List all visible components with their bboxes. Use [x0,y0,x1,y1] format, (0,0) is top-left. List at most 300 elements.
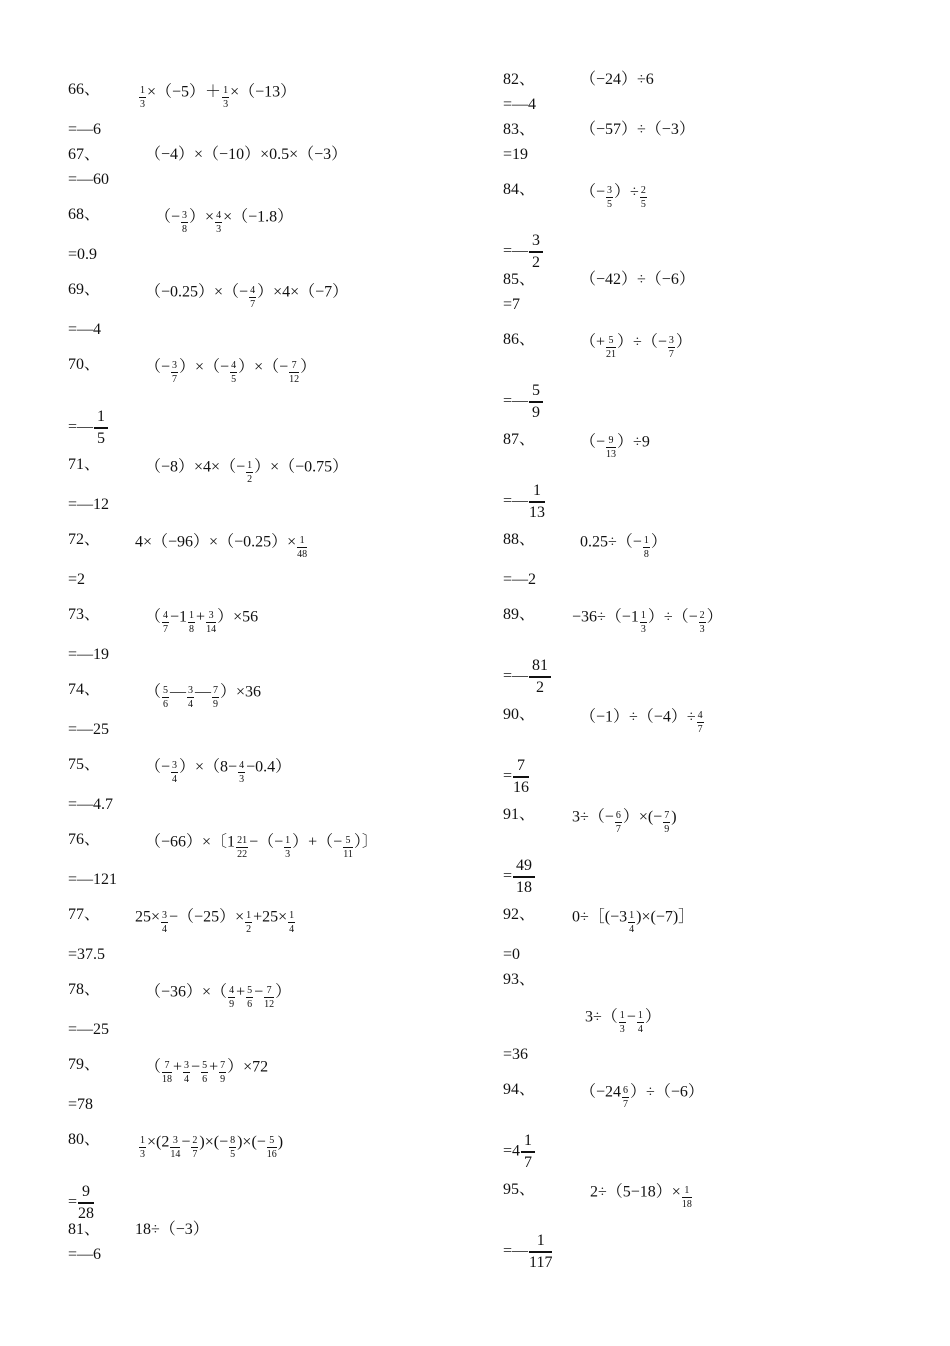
expr-text: )×(−7)］ [636,908,695,926]
fraction-numerator: 1 [529,1233,552,1253]
fraction-denominator: 11 [343,849,353,860]
fraction [206,611,216,635]
expr-text: （− [145,358,171,376]
problem-answer [68,946,105,964]
fraction-denominator: 7 [615,824,621,835]
fraction-numerator: 7 [664,810,670,821]
fraction-denominator: 3 [223,99,229,110]
problem-number: 89、 [503,606,536,623]
fraction-numerator: 3 [172,360,178,371]
fraction [162,686,169,710]
problem-answer [503,1133,536,1171]
fraction-numerator: 1 [637,1010,643,1021]
expr-text: −（−25）× [169,908,245,926]
expr-text: − [254,983,264,1001]
fraction-denominator: 16 [513,779,530,796]
fraction-numerator: 4 [239,760,245,771]
expr-text: ×（−5）＋ [147,83,222,101]
fraction-numerator: 3 [668,335,674,346]
problem-answer [503,383,544,421]
fraction-denominator: 28 [78,1205,95,1222]
fraction [513,858,535,896]
expr-text: ）×（8− [179,758,238,776]
problem-number: 76、 [68,831,101,848]
expr-text: ) [671,808,677,826]
problem-expression [135,531,308,560]
fraction-denominator: 5 [97,430,106,447]
fraction [188,611,195,635]
fraction-denominator: 18 [516,879,533,896]
fraction-numerator: 3 [188,685,194,696]
expr-text: − [181,1133,191,1151]
problem-expression [572,606,723,635]
fraction-numerator: 1 [94,409,108,429]
fraction [663,811,670,835]
fraction-denominator: 5 [640,199,646,210]
fraction-numerator: 3 [206,611,216,623]
problem-expression [580,531,667,560]
fraction-denominator: 4 [637,1024,643,1035]
expr-text: =2 [68,571,86,588]
expr-text: 18÷（−3） [135,1221,209,1238]
problem-expression [155,206,294,235]
expr-text: )×(− [237,1133,266,1151]
expr-text: 3÷（ [585,1008,618,1026]
problem-number: 77、 [68,906,101,923]
expr-text: ） [300,358,317,376]
fraction-denominator: 7 [524,1154,533,1171]
problem-number: 70、 [68,356,101,373]
expr-text: ）÷（− [617,333,667,351]
fraction-denominator: 8 [182,224,188,235]
problem-answer [68,496,109,514]
problem-expression [145,756,292,785]
fraction-denominator: 6 [202,1074,208,1085]
fraction-numerator: 7 [264,986,274,998]
fraction-numerator: 1 [189,610,195,621]
fraction-denominator: 4 [629,924,635,935]
problem-expression [135,1221,209,1239]
problem-number: 74、 [68,681,101,698]
expr-text: ) [277,1133,284,1151]
problem-number: 91、 [503,806,536,823]
expr-text: — [170,683,187,701]
fraction-denominator: 2 [536,679,545,696]
fraction [699,611,706,635]
fraction-numerator: 2 [699,610,705,621]
problem-number: 84、 [503,181,536,198]
fraction-numerator: 2 [192,1135,198,1146]
problem-answer [503,858,536,896]
expr-text: + [196,608,206,626]
fraction-denominator: 4 [162,924,168,935]
problem-answer [503,146,528,164]
fraction-numerator: 1 [529,483,545,503]
fraction-denominator: 5 [230,1149,236,1160]
fraction-denominator: 117 [529,1254,553,1271]
fraction [606,436,616,460]
fraction-numerator: 81 [529,658,551,678]
fraction-denominator: 7 [668,349,674,360]
fraction-numerator: 5 [247,985,253,996]
problem-answer [68,1184,95,1222]
fraction-denominator: 4 [184,1074,190,1085]
expr-text: =—6 [68,121,102,138]
fraction [521,1133,535,1171]
fraction-denominator: 13 [529,504,546,521]
problem-expression [580,121,695,139]
fraction-numerator: 1 [285,835,291,846]
fraction-denominator: 9 [532,404,541,421]
fraction [297,536,307,560]
expr-text: =— [503,242,529,260]
expr-text: （−42）÷（−6） [580,271,695,288]
fraction-denominator: 3 [699,624,705,635]
fraction-denominator: 3 [140,1149,145,1160]
problem-expression [145,456,349,485]
expr-text: = [503,767,513,785]
expr-text: ）÷（− [647,608,698,626]
problem-answer [503,1046,528,1064]
problem-answer [503,1233,553,1271]
expr-text: — [195,683,212,701]
expr-text: （−57）÷（−3） [580,121,695,138]
fraction-denominator: 12 [289,374,300,385]
fraction-numerator: 7 [213,685,219,696]
fraction-denominator: 2 [532,254,541,271]
problem-expression [145,831,378,860]
fraction [219,1061,226,1085]
fraction [288,911,295,935]
expr-text: 3÷（− [572,808,614,826]
fraction-denominator: 4 [188,699,194,710]
expr-text: =—4 [503,96,537,113]
fraction [245,911,252,935]
fraction [529,658,551,696]
fraction [183,1061,190,1085]
expr-text: ）×36 [220,683,262,701]
fraction-denominator: 3 [140,99,145,110]
expr-text: 0.25÷（− [580,533,642,551]
fraction [249,286,256,310]
fraction [628,911,635,935]
problem-answer [503,296,520,314]
problem-answer [503,483,546,521]
expr-text: （−1）÷（−4）÷ [580,708,696,726]
fraction-denominator: 3 [619,1024,625,1035]
problem-number: 78、 [68,981,101,998]
fraction-numerator: 1 [629,910,635,921]
problem-answer [503,96,536,114]
expr-text: =0.9 [68,246,98,263]
fraction [162,611,169,635]
problem-expression [138,1131,284,1160]
fraction-denominator: 21 [606,349,617,360]
expr-text: ）÷（−6） [630,1083,704,1101]
expr-text: =—6 [68,1246,102,1263]
fraction-numerator: 7 [289,361,299,373]
problem-expression [145,281,349,310]
fraction [343,836,353,860]
problem-answer [68,646,109,664]
fraction-denominator: 6 [247,999,253,1010]
fraction [640,611,647,635]
problem-answer [503,571,536,589]
fraction-denominator: 3 [285,849,291,860]
expr-text: ） [650,533,667,551]
fraction-numerator: 1 [643,535,649,546]
problem-number: 79、 [68,1056,101,1073]
expr-text: 0÷［(−3 [572,908,628,926]
expr-text: （−66）×〔1 [145,833,236,851]
fraction-denominator: 3 [216,224,222,235]
fraction-numerator: 4 [229,985,235,996]
fraction [637,1011,644,1035]
fraction [513,758,529,796]
expr-text: =37.5 [68,946,106,963]
fraction [230,361,237,385]
fraction-numerator: 4 [697,710,703,721]
problem-answer [503,658,552,696]
expr-text: =4 [503,1142,521,1160]
problem-expression [145,1056,269,1085]
fraction [161,911,168,935]
problem-answer [68,721,109,739]
fraction-denominator: 7 [697,724,703,735]
expr-text: +25× [253,908,288,926]
expr-text: ×(2 [147,1133,170,1151]
fraction [162,1061,172,1085]
fraction-denominator: 18 [681,1199,692,1210]
problem-answer [503,946,520,964]
fraction-numerator: 1 [521,1133,535,1153]
expr-text: ）× [189,208,215,226]
expr-text: （−8）×4×（− [145,458,246,476]
fraction [615,811,622,835]
problem-expression [580,271,695,289]
expr-text: ）÷9 [617,433,650,451]
fraction-numerator: 3 [529,233,543,253]
fraction [682,1186,692,1210]
expr-text: −36÷（−1 [572,608,639,626]
fraction-numerator: 4 [250,285,256,296]
fraction-denominator: 7 [192,1149,198,1160]
fraction-numerator: 5 [606,336,616,348]
problem-expression [572,806,677,835]
problem-expression [135,906,296,935]
fraction [94,409,108,447]
fraction-numerator: 7 [513,758,529,778]
expr-text: 4×（−96）×（−0.25）× [135,533,297,551]
fraction-denominator: 5 [607,199,613,210]
fraction-numerator: 1 [140,85,145,96]
fraction-numerator: 1 [223,85,229,96]
problem-answer [68,409,109,447]
fraction-numerator: 49 [513,858,535,878]
expr-text: （− [580,433,606,451]
fraction [171,361,178,385]
expr-text: （−24 [580,1083,622,1101]
fraction [643,536,650,560]
expr-text: =— [68,418,94,436]
expr-text: ）×（− [179,358,230,376]
fraction-numerator: 3 [170,1136,180,1148]
fraction [267,1136,277,1160]
problem-answer [503,233,544,271]
fraction [170,1136,180,1160]
problem-number: 81、 [68,1221,101,1238]
expr-text: =— [503,667,529,685]
fraction-numerator: 3 [172,760,178,771]
expr-text: ）×4×（−7） [257,283,349,301]
problem-number: 66、 [68,81,101,98]
fraction-numerator: 8 [230,1135,236,1146]
fraction [181,211,188,235]
expr-text: ）×（−0.75） [254,458,349,476]
expr-text: ）×56 [217,608,259,626]
problem-expression [145,146,347,164]
expr-text: =—60 [68,171,110,188]
fraction [529,1233,552,1271]
fraction [246,461,253,485]
expr-text: 25× [135,908,161,926]
problem-expression [580,331,692,360]
fraction-numerator: 5 [529,383,543,403]
fraction-numerator: 4 [216,210,222,221]
fraction [212,686,219,710]
expr-text: =19 [503,146,529,163]
problem-number: 93、 [503,971,536,988]
expr-text: =—2 [503,571,537,588]
expr-text: ×（−13） [230,83,297,101]
fraction-numerator: 5 [163,685,169,696]
expr-text: )×(− [199,1133,229,1151]
expr-text: = [503,867,513,885]
expr-text: =—19 [68,646,110,663]
fraction-denominator: 9 [229,999,235,1010]
expr-text: （−0.25）×（− [145,283,249,301]
fraction [606,186,613,210]
problem-number: 90、 [503,706,536,723]
expr-text: − [191,1058,201,1076]
fraction [619,1011,626,1035]
fraction-numerator: 21 [237,835,248,846]
fraction-numerator: 7 [220,1060,226,1071]
fraction-denominator: 5 [231,374,237,385]
fraction [222,86,229,110]
fraction-numerator: 2 [640,185,646,196]
fraction [246,986,253,1010]
fraction [289,361,299,385]
problem-expression [580,71,654,89]
problem-number: 73、 [68,606,101,623]
fraction-denominator: 4 [289,924,295,935]
fraction [191,1136,198,1160]
expr-text: ×（−1.8） [223,208,294,226]
expr-text: ）×72 [227,1058,269,1076]
expr-text: =0 [503,946,521,963]
expr-text: ） [644,1008,661,1026]
fraction-denominator: 7 [163,624,169,635]
fraction-numerator: 6 [623,1085,629,1096]
fraction [201,1061,208,1085]
fraction-numerator: 1 [246,910,252,921]
problem-number: 83、 [503,121,536,138]
fraction-numerator: 4 [231,360,237,371]
fraction-denominator: 7 [172,374,178,385]
expr-text: （ [145,608,162,626]
fraction [264,986,274,1010]
expr-text: （−4）×（−10）×0.5×（−3） [145,146,348,163]
fraction-numerator: 5 [202,1060,208,1071]
expr-text: ） [675,333,692,351]
fraction [236,836,248,860]
expr-text: （ [145,683,162,701]
fraction [78,1184,94,1222]
problem-answer [68,1021,109,1039]
problem-expression [580,706,705,735]
problem-number: 75、 [68,756,101,773]
problem-answer [68,871,117,889]
fraction-numerator: 1 [619,1010,625,1021]
fraction-numerator: 7 [162,1061,172,1073]
problem-number: 94、 [503,1081,536,1098]
expr-text: （− [155,208,181,226]
problem-number: 88、 [503,531,536,548]
expr-text: =—25 [68,721,110,738]
fraction [139,1136,146,1160]
expr-text: =36 [503,1046,529,1063]
expr-text: =—12 [68,496,110,513]
fraction [284,836,291,860]
expr-text: 2÷（5−18）× [590,1183,681,1201]
problem-number: 92、 [503,906,536,923]
fraction-numerator: 1 [640,610,646,621]
fraction [668,336,675,360]
fraction-denominator: 9 [664,824,670,835]
expr-text: ）×(− [622,808,663,826]
fraction-numerator: 3 [184,1060,190,1071]
fraction-numerator: 1 [140,1135,145,1146]
expr-text: ） [706,608,723,626]
expr-text: −（− [249,833,284,851]
expr-text: − [626,1008,636,1026]
fraction [187,686,194,710]
expr-text: （− [580,183,606,201]
problem-answer [68,1096,93,1114]
fraction [228,986,235,1010]
fraction-numerator: 9 [78,1184,94,1204]
fraction-numerator: 4 [163,610,169,621]
fraction-numerator: 3 [607,185,613,196]
expr-text: （− [145,758,171,776]
fraction-denominator: 8 [643,549,649,560]
problem-expression [145,606,259,635]
fraction [238,761,245,785]
expr-text: =— [503,1242,529,1260]
expr-text: + [209,1058,219,1076]
fraction-numerator: 5 [267,1136,277,1148]
fraction-denominator: 14 [170,1149,181,1160]
fraction-denominator: 22 [237,849,248,860]
expr-text: =—25 [68,1021,110,1038]
fraction-numerator: 3 [162,910,168,921]
problem-number: 85、 [503,271,536,288]
problem-expression [585,1006,661,1035]
fraction [529,233,543,271]
fraction-numerator: 1 [289,910,295,921]
fraction-numerator: 1 [297,536,307,548]
